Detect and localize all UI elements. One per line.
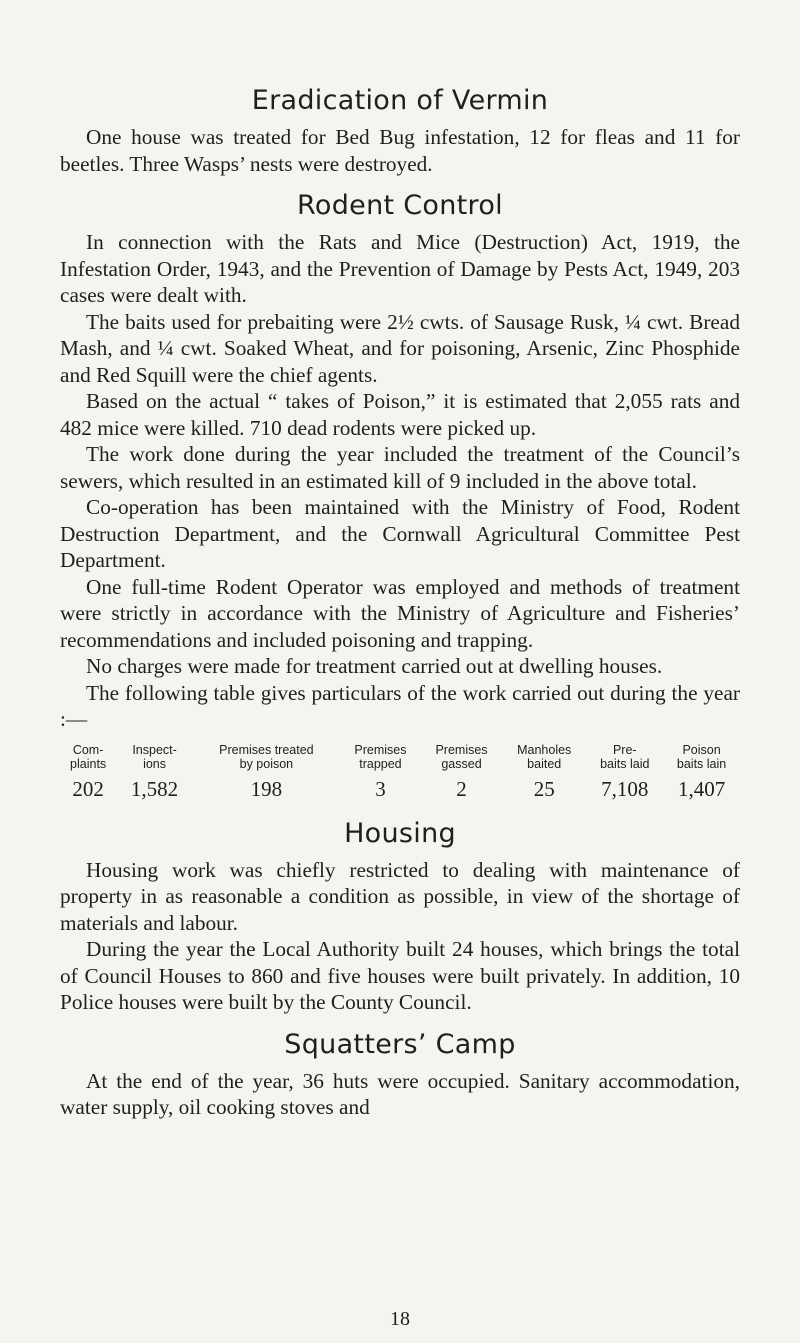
paragraph: One house was treated for Bed Bug infestation, 12 for fleas and 11 for beetles. Three Wasps’ nests were destroyed. — [60, 125, 740, 176]
paragraph: In connection with the Rats and Mice (Destruction) Act, 1919, the Infestation Order, 1943, and the Prevention of Damage by Pests Act, 1949, 203 cases were dealt with. — [60, 230, 740, 307]
column-header: Manholes baited — [517, 742, 572, 771]
table-row — [60, 771, 740, 803]
column-header: Pre- baits laid — [600, 742, 650, 771]
paragraph: Based on the actual “ takes of Poison,” it is estimated that 2,055 rats and 482 mice were killed. 710 dead rodents were picked up. — [60, 389, 740, 440]
section-vermin — [60, 84, 740, 177]
section-squatters-camp — [60, 1028, 740, 1121]
paragraph: Co-operation has been maintained with the Ministry of Food, Rodent Destruction Department, and the Cornwall Agricultural Committee Pest Department. — [60, 495, 740, 572]
paragraph: Housing work was chiefly restricted to dealing with maintenance of property in as reasonable a condition as possible, in view of the shortage of materials and labour. — [60, 857, 740, 935]
table-cell: 1,407 — [677, 776, 726, 801]
page-content — [60, 84, 740, 1133]
paragraph: The baits used for prebaiting were 2½ cwts. of Sausage Rusk, ¼ cwt. Bread Mash, and ¼ cwt. Soaked Wheat, and for poisoning, Arsenic, Zinc Phosphide and Red Squill were the chief agents. — [60, 309, 740, 387]
table-cell: 1,582 — [130, 776, 179, 801]
heading-vermin: Eradication of Vermin — [251, 85, 549, 116]
section-housing — [60, 817, 740, 1016]
paragraph: At the end of the year, 36 huts were occupied. Sanitary accommodation, water supply, oil cooking stoves and — [60, 1068, 740, 1119]
column-header: Premises gassed — [435, 742, 488, 771]
table-cell: 7,108 — [601, 776, 649, 801]
table-cell: 198 — [250, 776, 283, 801]
column-header: Poison baits lain — [676, 742, 727, 771]
paragraph: The work done during the year included the treatment of the Council’s sewers, which resulted in an estimated kill of 9 included in the above total. — [60, 442, 740, 493]
paragraph: The following table gives particulars of the work carried out during the year :— — [60, 680, 740, 731]
heading-rodent-control: Rodent Control — [297, 190, 503, 221]
section-rodent-control — [60, 189, 740, 803]
paragraph: One full-time Rodent Operator was employed and methods of treatment were strictly in accordance with the Ministry of Agriculture and Fisheries’ recommendations and included poisoning and trapping. — [60, 574, 740, 652]
column-header: Inspect- ions — [132, 742, 177, 771]
page-number: 18 — [390, 1308, 410, 1330]
table-cell: 202 — [72, 776, 104, 801]
column-header: Premises treated by poison — [219, 742, 314, 771]
table-cell: 25 — [533, 776, 555, 801]
column-header: Premises trapped — [354, 742, 407, 771]
heading-squatters-camp: Squatters’ Camp — [284, 1028, 516, 1060]
heading-housing: Housing — [344, 817, 456, 849]
table-cell: 2 — [456, 776, 467, 801]
table-cell: 3 — [375, 776, 386, 801]
paragraph: During the year the Local Authority built 24 houses, which brings the total of Council Houses to 860 and five houses were built privately. In addition, 10 Police houses were built by the County Council. — [60, 937, 740, 1014]
table-header-row — [60, 743, 740, 771]
rodent-work-table — [60, 743, 740, 803]
column-header: Com- plaints — [70, 742, 107, 771]
paragraph: No charges were made for treatment carried out at dwelling houses. — [86, 654, 663, 678]
